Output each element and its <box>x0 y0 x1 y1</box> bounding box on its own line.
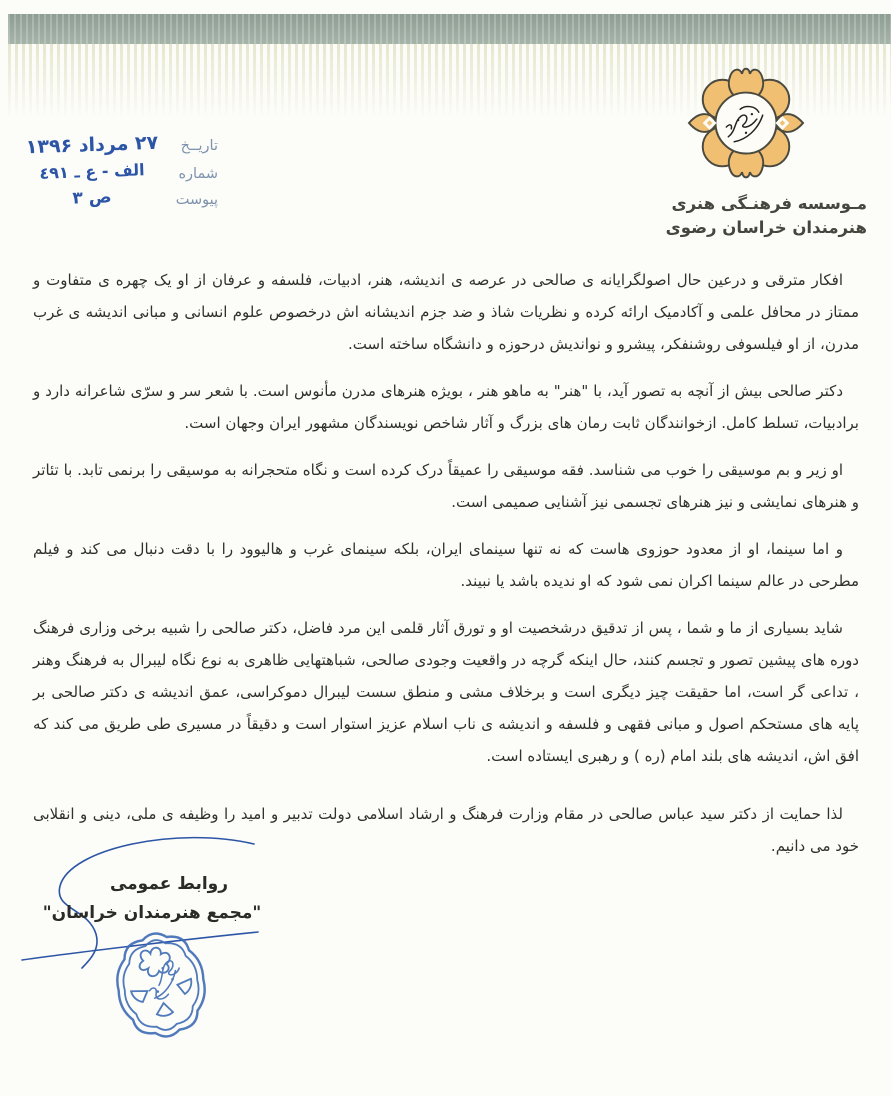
date-label: تاریــخ <box>180 138 218 154</box>
attachment-label: پیوست <box>175 192 218 208</box>
institution-name-line2: هنرمندان خراسان رضوی <box>665 218 867 237</box>
closing-paragraph: لذا حمایت از دکتر سید عباس صالحی در مقام وزارت فرهنگ و ارشاد اسلامی دولت تدبیر و امید را وظیفه ی ملی، دینی و انقلابی خود می دانیم. <box>33 805 859 855</box>
letterhead-band <box>8 14 891 44</box>
letter-meta-fields <box>18 131 218 214</box>
paragraph: دکتر صالحی بیش از آنچه به تصور آید، با "هنر" به ماهو هنر ، بویژه هنرهای مدرن مأنوس است. با شعر سر و سرّی شاعرانه دارد و برادبیات، تسلط کامل. ازخوانندگان ثابت رمان های بزرگ و آثار شاخص نویسندگان مشهور ایران وجهان است. <box>33 382 859 432</box>
attachment-handwritten-value: ص ۳ <box>72 187 112 209</box>
signature-title: روابط عمومی <box>109 874 229 894</box>
paragraph: و اما سینما، او از معدود حوزوی هاست که نه تنها سینمای ایران، بلکه سینمای غرب و هالیوود را با دقت دنبال می کند و فیلم مطرحی در عالم سینما اکران نمی شود که او ندیده باشد یا نبیند. <box>33 540 859 590</box>
institution-logo flower-medallion-icon <box>687 58 805 192</box>
signature-block <box>28 874 276 923</box>
letter-body <box>33 264 859 877</box>
institution-name-line1: مـوسسه فرهنـگی هنری <box>671 194 867 213</box>
signature-organization: "مجمع هنرمندان خراسان" <box>42 903 262 923</box>
paragraph: او زیر و بم موسیقی را خوب می شناسد. فقه موسیقی را عمیقاً درک کرده است و نگاه متحجرانه به موسیقی را برنمی تابد. با تئاتر و هنرهای نمایشی و نیز هنرهای تجسمی نیز آشنایی صمیمی است. <box>33 461 859 511</box>
institution-name <box>627 192 867 240</box>
date-handwritten-value: ۲۷ مرداد ۱۳۹۶ <box>25 131 159 159</box>
paragraph: شاید بسیاری از ما و شما ، پس از تدقیق درشخصیت او و تورق آثار قلمی این مرد فاضل، دکتر صالحی را شبیه برخی وزاری فرهنگ دوره های پیشین تصور و تجسم کنند، حال اینکه گرچه در واقعیت وجودی صالحی، شباهتهایی ظاهری به نوع نگاه لیبرال به فرهنگ وهنر ، تداعی گر است، اما حقیقت چیز دیگری است و برخلاف مشی و منطق سست لیبرال دموکراسی، عمق اندیشه ی دکتر صالحی بر پایه های مستحکم اصول و مبانی فقهی و فلسفه و اندیشه ی ناب اسلام عزیز استوار است و دقیقاً در مسیری طی طریق می کند که افق اش، اندیشه های بلند امام (ره ) و رهبری ایستاده است. <box>33 619 859 765</box>
blue-flower-stamp-icon <box>90 916 232 1054</box>
number-row <box>18 162 218 182</box>
paragraph: افکار مترقی و درعین حال اصولگرایانه ی صالحی در عرصه ی اندیشه، هنر، ادبیات، فلسفه و عرفان از او یک چهره ی متفاوت و ممتاز در محافل علمی و آکادمیک ارائه کرده و نظریات شاذ و ضد جزم اندیشانه اش درخصوص علوم انسانی و مبانی اندیشه ی غرب مدرن، از او فیلسوفی روشنفکر، پیشرو و نواندیش درحوزه و دانشگاه ساخته است. <box>33 271 859 353</box>
attachment-row <box>18 188 218 208</box>
number-label: شماره <box>178 166 218 182</box>
date-row <box>18 131 218 159</box>
number-handwritten-value: الف - ع ـ ٤٩١ <box>39 160 145 183</box>
